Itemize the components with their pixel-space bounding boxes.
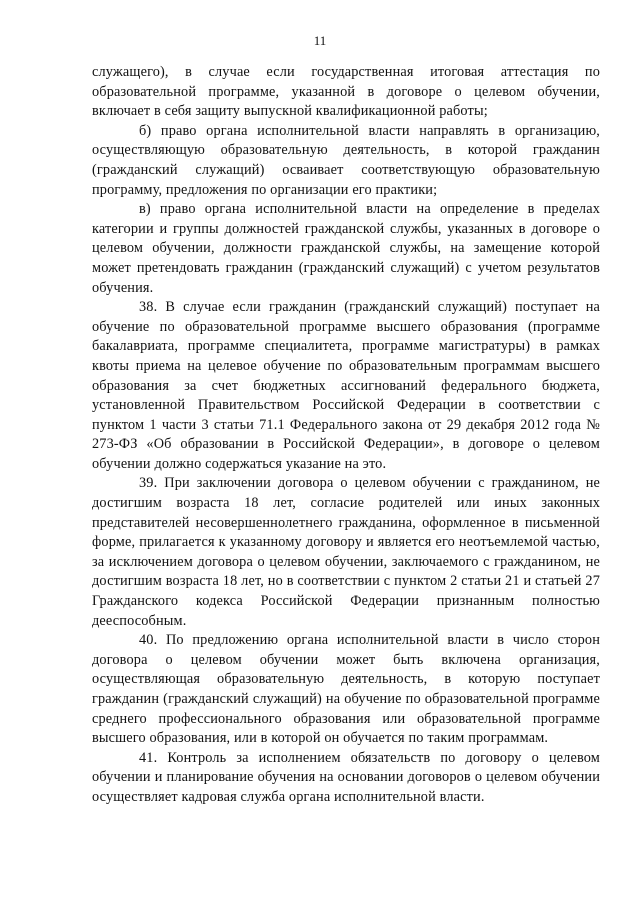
document-body [92, 63, 600, 808]
page-number: 11 [313, 33, 327, 48]
paragraph-40: 40. По предложению органа исполнительной власти в число сторон договора о целевом обучении может быть включена организация, осуществляющая образовательную деятельность, в которую поступает гражданин (гражданский служащий) на обучение по образовательной программе среднего профессионального образования или образовательной программе высшего образования, или в которой он обучается по таким программам. [92, 632, 600, 747]
paragraph-41: 41. Контроль за исполнением обязательств по договору о целевом обучении и планирование обучения на основании договоров о целевом обучении осуществляет кадровая служба органа исполнительной власти. [92, 749, 600, 805]
paragraph-item-v: в) право органа исполнительной власти на определение в пределах категории и группы должностей гражданской службы, указанных в договоре о целевом обучении, должности гражданской службы, на замещение которой может претендовать гражданин (гражданский служащий) с учетом результатов обучения. [92, 201, 600, 296]
paragraph-item-b: б) право органа исполнительной власти направлять в организацию, осуществляющую образовательную деятельность, в которой гражданин (гражданский служащий) осваивает соответствующую образовательную программу, предложения по организации его практики; [92, 122, 600, 198]
paragraph-38: 38. В случае если гражданин (гражданский служащий) поступает на обучение по образовательной программе высшего образования (программе бакалавриата, программе специалитета, программе магистратуры) в рамках квоты приема на целевое обучение по образовательным программам высшего образования за счет бюджетных ассигнований федерального бюджета, установленной Правительством Российской Федерации в соответствии с пунктом 1 части 3 статьи 71.1 Федерального закона от 29 декабря 2012 года № 273-ФЗ «Об образовании в Российской Федерации», в договоре о целевом обучении должно содержаться указание на это. [92, 299, 600, 472]
paragraph-39: 39. При заключении договора о целевом обучении с гражданином, не достигшим возраста 18 лет, согласие родителей или иных законных представителей несовершеннолетнего гражданина, оформленное в письменной форме, прилагается к указанному договору и является его неотъемлемой частью, за исключением договора о целевом обучении, заключаемого с гражданином, не достигшим возраста 18 лет, но в соответствии с пунктом 2 статьи 21 и статьей 27 Гражданского кодекса Российской Федерации признанным полностью дееспособным. [92, 475, 600, 629]
paragraph-continuation: служащего), в случае если государственная итоговая аттестация по образовательной программе, указанной в договоре о целевом обучении, включает в себя защиту выпускной квалификационной работы; [92, 64, 600, 120]
